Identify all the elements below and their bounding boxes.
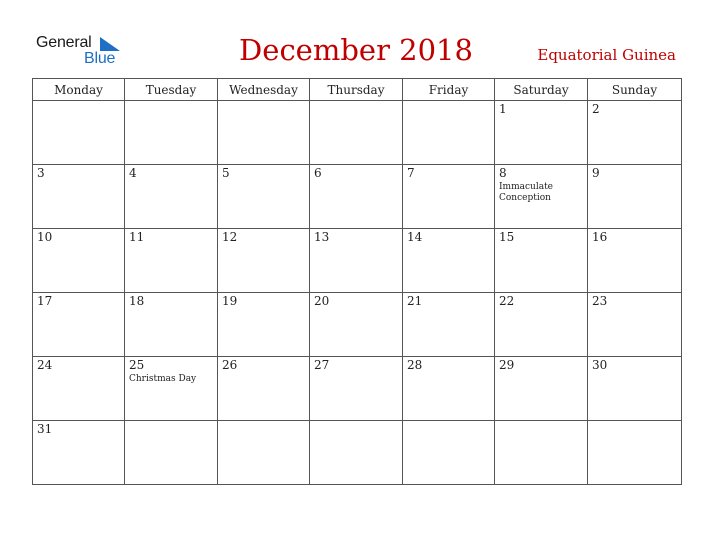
- day-number: 13: [314, 230, 330, 244]
- day-cell: [588, 101, 682, 165]
- day-cell: [310, 101, 403, 165]
- day-number: 7: [407, 166, 415, 180]
- day-cell: [33, 293, 125, 357]
- day-number: 4: [129, 166, 137, 180]
- country-name: Equatorial Guinea: [537, 46, 676, 64]
- day-cell: [125, 165, 218, 229]
- day-number: 11: [129, 230, 145, 244]
- day-number: [403, 101, 494, 102]
- day-number: 31: [37, 422, 53, 436]
- logo-text-blue: Blue: [84, 50, 116, 67]
- weekday-monday: Monday: [33, 79, 125, 101]
- day-number: [588, 421, 681, 422]
- day-cell: [588, 357, 682, 421]
- day-number: 16: [592, 230, 608, 244]
- day-number: 6: [314, 166, 322, 180]
- day-number: [218, 421, 309, 422]
- logo-text-general: General: [36, 34, 92, 51]
- day-cell: [218, 165, 310, 229]
- day-number: 21: [407, 294, 423, 308]
- day-number: 9: [592, 166, 600, 180]
- weekday-saturday: Saturday: [495, 79, 588, 101]
- week-row: [33, 229, 682, 293]
- month-calendar-grid: [32, 78, 682, 485]
- day-cell: [125, 229, 218, 293]
- day-cell: [218, 357, 310, 421]
- day-cell: [588, 421, 682, 485]
- day-cell: [218, 421, 310, 485]
- day-number: 5: [222, 166, 230, 180]
- holiday-label: Immaculate Conception: [499, 182, 554, 203]
- week-row: [33, 165, 682, 229]
- day-number: [310, 101, 402, 102]
- day-number: 29: [499, 358, 515, 372]
- day-cell: [403, 229, 495, 293]
- day-cell: [310, 229, 403, 293]
- day-cell: [218, 101, 310, 165]
- day-number: 3: [37, 166, 45, 180]
- day-cell: [495, 165, 588, 229]
- day-number: [495, 421, 587, 422]
- day-number: 25: [129, 358, 145, 372]
- day-number: 2: [592, 102, 600, 116]
- day-cell: [403, 421, 495, 485]
- day-cell: [33, 357, 125, 421]
- day-number: 14: [407, 230, 423, 244]
- day-cell: [33, 165, 125, 229]
- day-number: 30: [592, 358, 608, 372]
- weekday-friday: Friday: [403, 79, 495, 101]
- day-number: 23: [592, 294, 608, 308]
- week-row: [33, 421, 682, 485]
- day-cell: [33, 229, 125, 293]
- day-cell: [125, 293, 218, 357]
- day-cell: [495, 101, 588, 165]
- day-number: 12: [222, 230, 238, 244]
- day-number: [125, 101, 217, 102]
- day-cell: [495, 421, 588, 485]
- weekday-thursday: Thursday: [310, 79, 403, 101]
- day-cell: [495, 229, 588, 293]
- day-number: 22: [499, 294, 515, 308]
- day-cell: [218, 229, 310, 293]
- day-number: 18: [129, 294, 145, 308]
- day-number: 10: [37, 230, 53, 244]
- weekday-sunday: Sunday: [588, 79, 682, 101]
- day-number: 8: [499, 166, 507, 180]
- day-cell: [495, 357, 588, 421]
- week-row: [33, 293, 682, 357]
- day-cell: [125, 421, 218, 485]
- week-row: [33, 357, 682, 421]
- day-number: 17: [37, 294, 53, 308]
- day-cell: [310, 293, 403, 357]
- day-number: [310, 421, 402, 422]
- calendar-header: [0, 0, 712, 78]
- day-cell: [403, 101, 495, 165]
- day-number: 20: [314, 294, 330, 308]
- day-cell: [310, 165, 403, 229]
- weekday-tuesday: Tuesday: [125, 79, 218, 101]
- day-cell: [125, 101, 218, 165]
- day-number: 26: [222, 358, 238, 372]
- day-cell: [310, 357, 403, 421]
- day-cell: [588, 165, 682, 229]
- day-number: [125, 421, 217, 422]
- day-cell: [33, 421, 125, 485]
- day-cell: [403, 293, 495, 357]
- week-row: [33, 101, 682, 165]
- day-cell: [403, 165, 495, 229]
- day-number: 28: [407, 358, 423, 372]
- day-number: [33, 101, 124, 102]
- day-number: [403, 421, 494, 422]
- day-number: 15: [499, 230, 515, 244]
- page-title: December 2018: [239, 33, 473, 67]
- day-cell: [495, 293, 588, 357]
- day-number: 24: [37, 358, 53, 372]
- day-cell: [218, 293, 310, 357]
- day-cell: [310, 421, 403, 485]
- day-number: [218, 101, 309, 102]
- day-number: 19: [222, 294, 238, 308]
- day-cell: [125, 357, 218, 421]
- day-number: 1: [499, 102, 507, 116]
- day-number: 27: [314, 358, 330, 372]
- holiday-label: Christmas Day: [129, 374, 197, 384]
- day-cell: [588, 229, 682, 293]
- day-cell: [588, 293, 682, 357]
- day-cell: [33, 101, 125, 165]
- weekday-wednesday: Wednesday: [218, 79, 310, 101]
- day-cell: [403, 357, 495, 421]
- weekday-header-row: [33, 79, 682, 101]
- weeks-body: [33, 101, 682, 485]
